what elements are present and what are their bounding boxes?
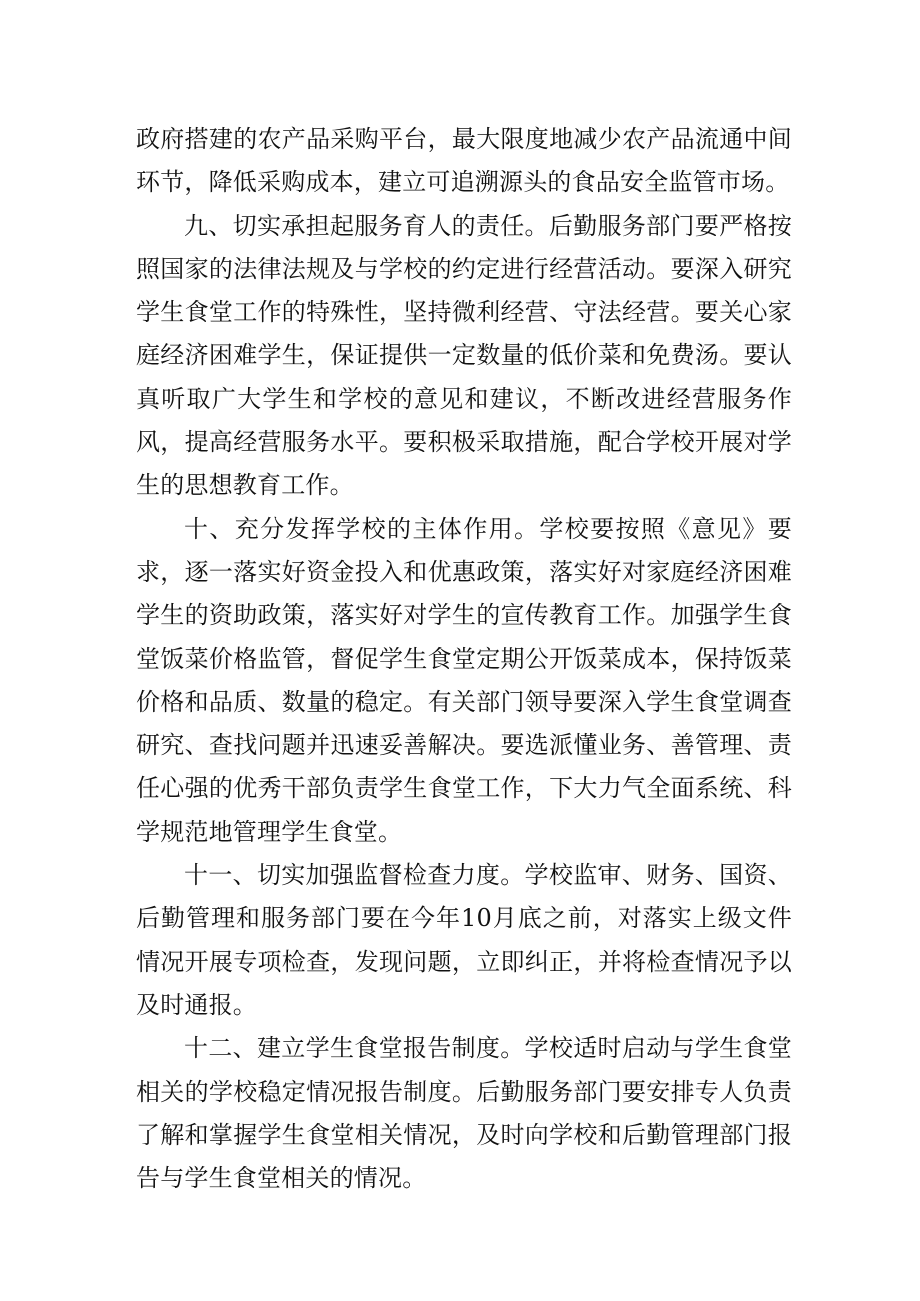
- paragraph-item-11: 十一、切实加强监督检查力度。学校监审、财务、国资、后勤管理和服务部门要在今年10月底之前，对落实上级文件情况开展专项检查，发现问题，立即纠正，并将检查情况予以及时通报。: [136, 861, 792, 1019]
- document-body: [136, 118, 792, 1200]
- paragraph-item-10: 十、充分发挥学校的主体作用。学校要按照《意见》要求，逐一落实好资金投入和优惠政策，落实好对家庭经济困难学生的资助政策，落实好对学生的宣传教育工作。加强学生食堂饭菜价格监管，督促学生食堂定期公开饭菜成本，保持饭菜价格和品质、数量的稳定。有关部门领导要深入学生食堂调查研究、查找问题并迅速妥善解决。要选派懂业务、善管理、责任心强的优秀干部负责学生食堂工作，下大力气全面系统、科学规范地管理学生食堂。: [136, 514, 792, 846]
- paragraph-item-12: 十二、建立学生食堂报告制度。学校适时启动与学生食堂相关的学校稳定情况报告制度。后勤服务部门要安排专人负责了解和掌握学生食堂相关情况，及时向学校和后勤管理部门报告与学生食堂相关的情况。: [136, 1034, 792, 1193]
- paragraph-item-9: 九、切实承担起服务育人的责任。后勤服务部门要严格按照国家的法律法规及与学校的约定进行经营活动。要深入研究学生食堂工作的特殊性，坚持微利经营、守法经营。要关心家庭经济困难学生，保证提供一定数量的低价菜和免费汤。要认真听取广大学生和学校的意见和建议，不断改进经营服务作风，提高经营服务水平。要积极采取措施，配合学校开展对学生的思想教育工作。: [136, 211, 792, 500]
- paragraph-continuation: 政府搭建的农产品采购平台，最大限度地减少农产品流通中间环节，降低采购成本，建立可追溯源头的食品安全监管市场。: [136, 125, 792, 197]
